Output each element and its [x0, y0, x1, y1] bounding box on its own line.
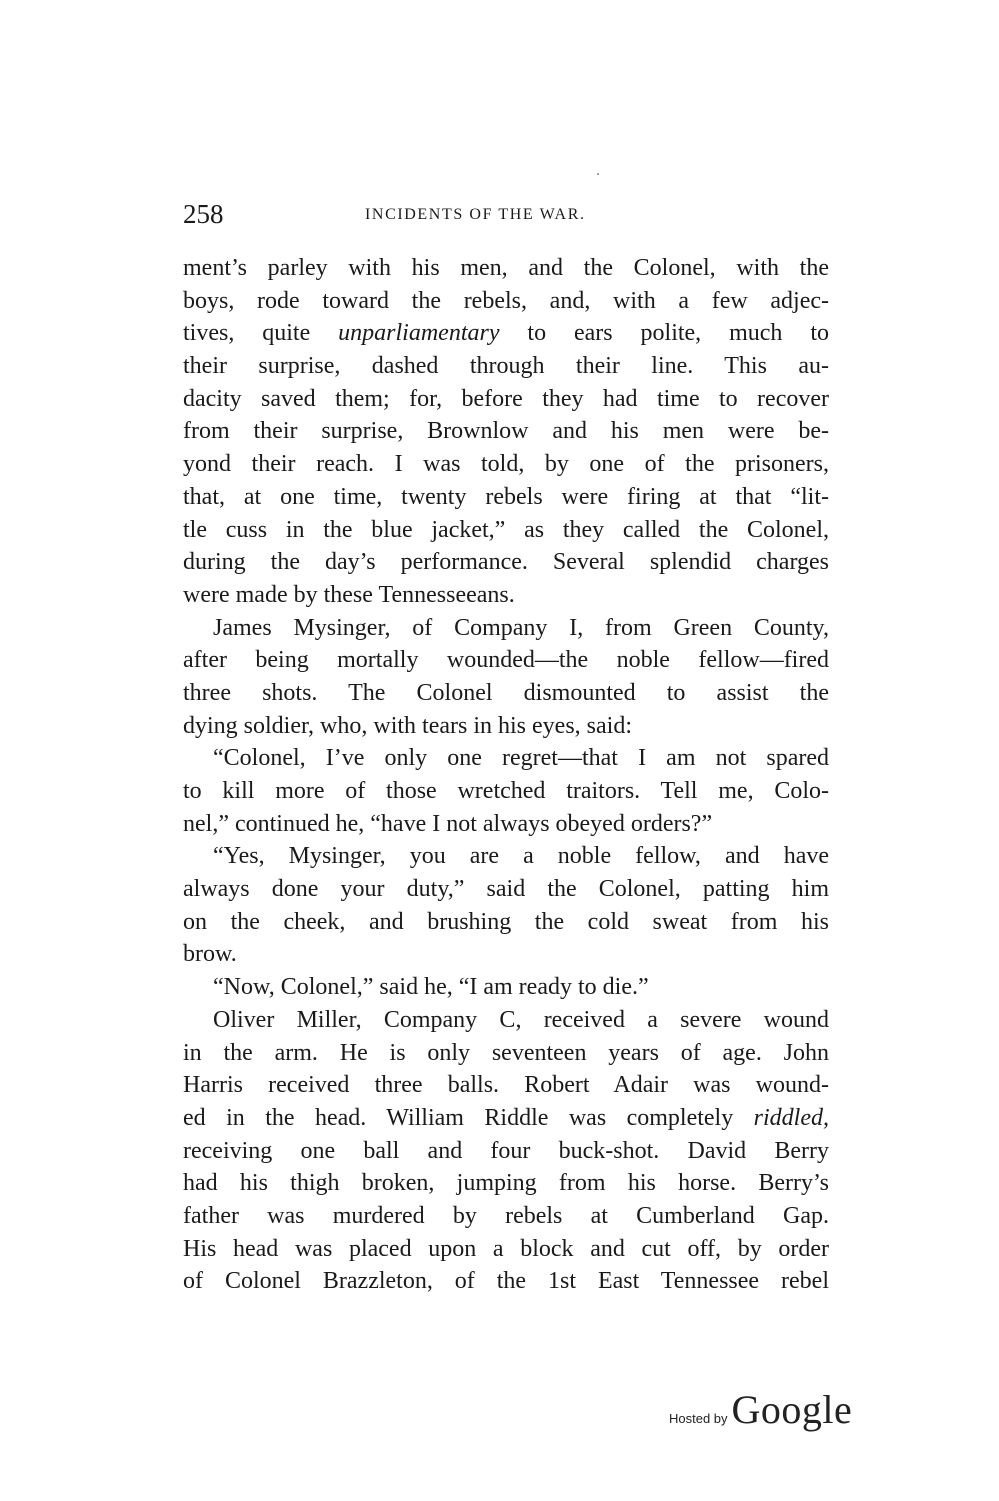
- text-line: three shots. The Colonel dismounted to assist the: [183, 679, 829, 706]
- text-line: “Now, Colonel,” said he, “I am ready to die.”: [213, 974, 649, 1001]
- google-logo: Google: [731, 1387, 853, 1432]
- text-line: ment’s parley with his men, and the Colonel, with the: [183, 255, 829, 281]
- text-line: “Yes, Mysinger, you are a noble fellow, and have: [213, 843, 829, 870]
- text-line: were made by these Tennesseeans.: [183, 581, 515, 608]
- running-head: [183, 196, 829, 232]
- text-line: receiving one ball and four buck-shot. David Berry: [183, 1137, 829, 1164]
- text-line: to kill more of those wretched traitors. Tell me, Colo-: [183, 778, 829, 804]
- text-line: on the cheek, and brushing the cold sweat from his: [183, 908, 829, 935]
- text-line: ed in the head. William Riddle was completely riddled,: [183, 1104, 829, 1131]
- text-line: during the day’s performance. Several splendid charges: [183, 549, 829, 576]
- hosted-by-google-watermark: [669, 1386, 852, 1434]
- hosted-by-label: Hosted by: [669, 1411, 728, 1426]
- text-line: boys, rode toward the rebels, and, with a few adjec-: [183, 287, 829, 314]
- text-line: in the arm. He is only seventeen years of age. John: [183, 1039, 829, 1066]
- text-line: His head was placed upon a block and cut off, by order: [183, 1235, 829, 1262]
- text-line: that, at one time, twenty rebels were firing at that “lit-: [183, 483, 829, 510]
- text-line: after being mortally wounded—the noble fellow—fired: [183, 647, 829, 674]
- body-text: [183, 252, 829, 1298]
- text-line: brow.: [183, 941, 237, 968]
- text-line: from their surprise, Brownlow and his men were be-: [183, 418, 829, 445]
- italic-emphasis: riddled,: [753, 1104, 829, 1131]
- italic-emphasis: unparliamentary: [338, 320, 500, 347]
- text-line: their surprise, dashed through their line. This au-: [183, 353, 829, 380]
- text-line: yond their reach. I was told, by one of the prisoners,: [183, 451, 829, 478]
- scan-speck: [597, 173, 599, 175]
- text-line: tives, quite unparliamentary to ears polite, much to: [183, 320, 829, 347]
- text-line: father was murdered by rebels at Cumberland Gap.: [183, 1202, 829, 1229]
- text-line: dacity saved them; for, before they had time to recover: [183, 385, 829, 412]
- text-line: “Colonel, I’ve only one regret—that I am not spared: [213, 745, 829, 772]
- page-number: 258: [183, 199, 224, 229]
- running-title: INCIDENTS OF THE WAR.: [365, 206, 586, 223]
- text-line: tle cuss in the blue jacket,” as they called the Colonel,: [183, 516, 829, 543]
- text-line: Harris received three balls. Robert Adair was wound-: [183, 1072, 829, 1099]
- text-line: nel,” continued he, “have I not always obeyed orders?”: [183, 810, 713, 837]
- text-line: of Colonel Brazzleton, of the 1st East Tennessee rebel: [183, 1268, 829, 1295]
- text-line: dying soldier, who, with tears in his eyes, said:: [183, 712, 632, 739]
- text-line: Oliver Miller, Company C, received a severe wound: [213, 1006, 829, 1033]
- text-line: James Mysinger, of Company I, from Green County,: [213, 614, 829, 641]
- text-line: always done your duty,” said the Colonel, patting him: [183, 876, 829, 903]
- text-line: had his thigh broken, jumping from his horse. Berry’s: [183, 1170, 829, 1197]
